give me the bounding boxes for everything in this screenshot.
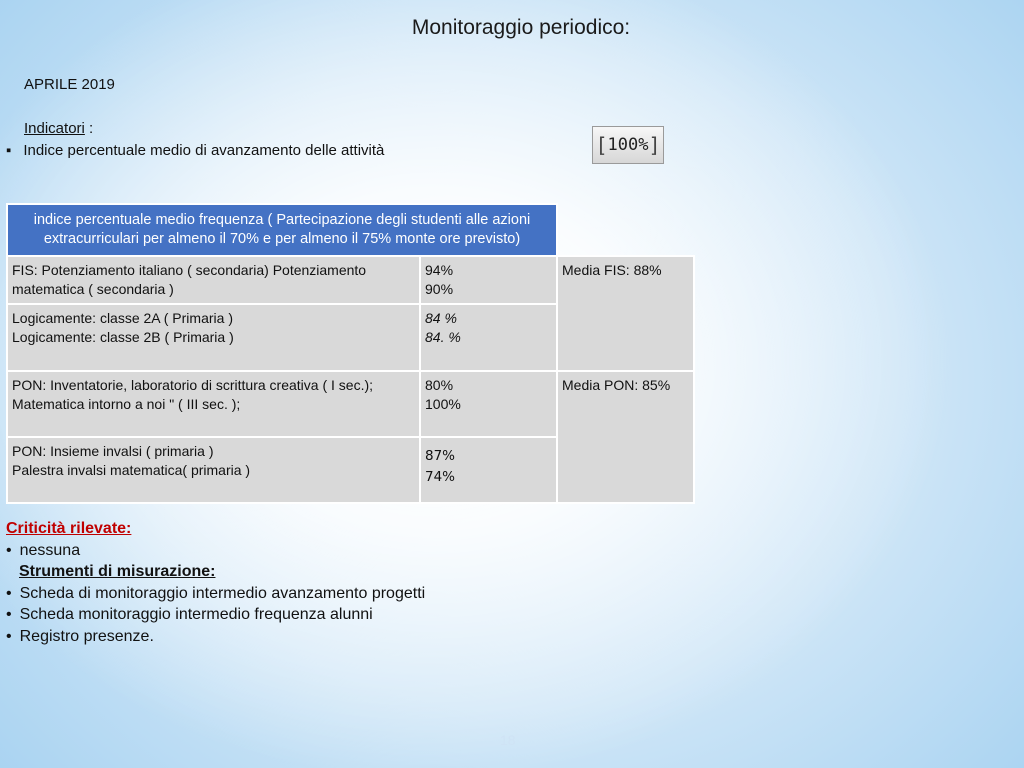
media-pon-cell [557,371,694,503]
bullet-icon: ▪ [6,142,12,159]
bracket-left-icon: [ [595,133,608,157]
value-line: 74% [425,469,456,485]
indicators-colon: : [84,120,94,137]
value-line: 100% [425,396,461,412]
indicator-item-text: Indice percentuale medio di avanzamento delle attività [23,142,385,159]
indicators-heading-text: Indicatori [24,120,85,137]
percentage-badge-icon [592,126,664,164]
activity-line: PON: Inventatorie, laboratorio di scrittura creativa ( I sec.); [12,377,374,393]
activity-line: Logicamente: classe 2B ( Primaria ) [12,329,234,345]
indicator-item [6,142,384,159]
strumenti-item: • Scheda monitoraggio intermedio frequenza alunni [6,604,425,626]
activity-cell [7,304,420,371]
bracket-right-icon: ] [648,133,661,157]
activity-cell [7,437,420,503]
table-header-row [7,204,694,256]
media-fis-cell [557,256,694,371]
findings-section [6,518,425,647]
table-row [7,256,694,304]
value-line: 87% [425,448,456,464]
activity-line: FIS: Potenziamento italiano ( secondaria) Potenziamento matematica ( secondaria ) [12,262,367,297]
activity-line: Logicamente: classe 2A ( Primaria ) [12,310,233,326]
media-pon: Media PON: 85% [562,377,671,393]
table-row [7,371,694,437]
period-label: APRILE 2019 [24,76,115,93]
attendance-table [6,203,695,504]
activity-cell [7,256,420,304]
value-line: 84 % [425,310,457,326]
criticita-item: • nessuna [6,540,425,562]
page-number: 18 [500,732,516,748]
activity-cell [7,371,420,437]
page-title: Monitoraggio periodico: [411,16,631,39]
media-fis: Media FIS: 88% [562,262,662,278]
activity-line: PON: Insieme invalsi ( primaria ) [12,443,214,459]
activity-line: Matematica intorno a noi " ( III sec. ); [12,396,241,412]
value-cell [420,437,557,503]
value-cell [420,371,557,437]
criticita-heading: Criticità rilevate: [6,520,132,537]
value-cell [420,304,557,371]
value-line: 84. % [425,329,461,345]
value-line: 90% [425,281,454,297]
value-line: 94% [425,262,454,278]
value-line: 80% [425,377,454,393]
indicators-heading [24,120,93,137]
table-header: indice percentuale medio frequenza ( Partecipazione degli studenti alle azioni extracurriculari per almeno il 70% e per almeno il 75% monte ore previsto) [7,204,557,256]
badge-text: 100% [607,135,649,155]
strumenti-heading: Strumenti di misurazione: [19,563,216,580]
strumenti-item: • Registro presenze. [6,626,425,648]
activity-line: Palestra invalsi matematica( primaria ) [12,462,251,478]
value-cell [420,256,557,304]
strumenti-item: • Scheda di monitoraggio intermedio avanzamento progetti [6,583,425,605]
